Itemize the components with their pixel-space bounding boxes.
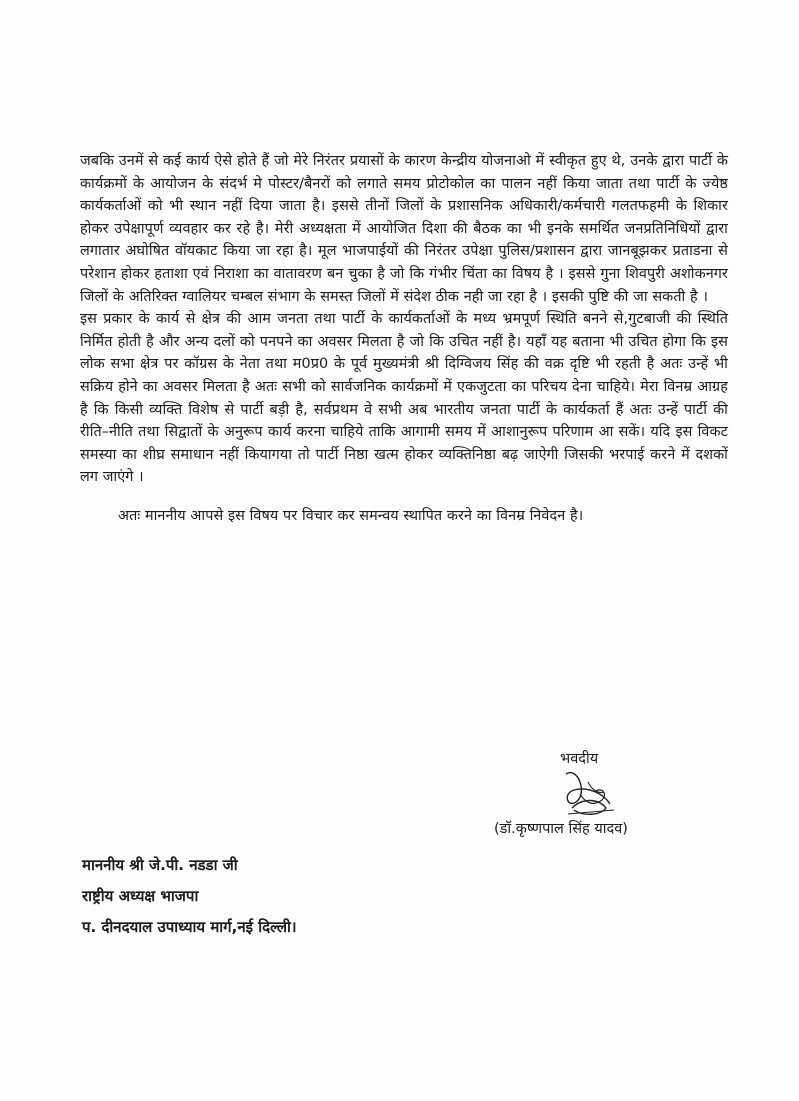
signature-image — [558, 764, 624, 822]
sender-name: (डॉ.कृष्णपाल सिंह यादव) — [494, 821, 628, 837]
recipient-address-line: प. दीनदयाल उपाध्याय मार्ग,नई दिल्ली। — [82, 918, 297, 936]
letter-body — [80, 150, 728, 528]
recipient-address — [82, 850, 297, 943]
recipient-name: माननीय श्री जे.पी. नडडा जी — [82, 856, 238, 874]
closing-salutation: भवदीय — [560, 751, 599, 767]
paragraph-1: जबकि उनमें से कई कार्य ऐसे होते हैं जो मेरे निरंतर प्रयासों के कारण केन्द्रीय योजनाओ में स्वीकृत हुए थे, उनके द्वारा पार्टी के कार्यक्रमों के आयोजन के संदर्भ मे पोस्टर/बैनरों को लगाते समय प्रोटोकोल का पालन नहीं किया जाता तथा पार्टी के ज्येष्ठ कार्यकर्ताओं को भी स्थान नहीं दिया जाता है। इससे तीनों जिलों के प्रशासनिक अधिकारी/कर्मचारी गलतफहमी के शिकार होकर उपेक्षापूर्ण व्यवहार कर रहे है। मेरी अध्यक्षता में आयोजित दिशा की बैठक का भी इनके समर्थित जनप्रतिनिधियों द्वारा लगातार अघोषित वॉयकाट किया जा रहा है। मूल भाजपाईयों की निरंतर उपेक्षा पुलिस/प्रशासन द्वारा जानबूझकर प्रताडना से परेशान होकर हताशा एवं निराशा का वातावरण बन चुका है जो कि गंभीर चिंता का विषय है । इससे गुना शिवपुरी अशोकनगर जिलों के अतिरिक्त ग्वालियर चम्बल संभाग के समस्त जिलों में संदेश ठीक नही जा रहा है । इसकी पुष्टि की जा सकती है । — [80, 153, 728, 305]
recipient-designation: राष्ट्रीय अध्यक्ष भाजपा — [82, 887, 199, 905]
paragraph-3: अतः माननीय आपसे इस विषय पर विचार कर समन्वय स्थापित करने का विनम्र निवेदन है। — [118, 507, 584, 524]
paragraph-2: इस प्रकार के कार्य से क्षेत्र की आम जनता तथा पार्टी के कार्यकर्ताओं के मध्य भ्रमपूर्ण स्थिति बनने से,गुटबाजी की स्थिति निर्मित होती है और अन्य दलों को पनपने का अवसर मिलता है जो कि उचित नहीं है। यहाँ यह बताना भी उचित होगा कि इस लोक सभा क्षेत्र पर कॉग्रस के नेता तथा म0प्र0 के पूर्व मुख्यमंत्री श्री दिग्विजय सिंह की वक्र दृष्टि भी रहती है अतः उन्हें भी सक्रिय होने का अवसर मिलता है अतः सभी को सार्वजनिक कार्यक्रमों में एकजुटता का परिचय देना चाहिये। मेरा विनम्र आग्रह है कि किसी व्यक्ति विशेष से पार्टी बड़ी है, सर्वप्रथम वे सभी अब भारतीय जनता पार्टी के कार्यकर्ता हैं अतः उन्हें पार्टी की रीति–नीति तथा सिद्वातों के अनुरूप कार्य करना चाहिये ताकि आगामी समय में आशानुरूप परिणाम आ सकें। यदि इस विकट समस्या का शीघ्र समाधान नहीं कियागया तो पार्टी निष्ठा खत्म होकर व्यक्तिनिष्ठा बढ़ जाऐगी जिसकी भरपाई करने में दशकों लग जाएंगे । — [80, 311, 728, 486]
